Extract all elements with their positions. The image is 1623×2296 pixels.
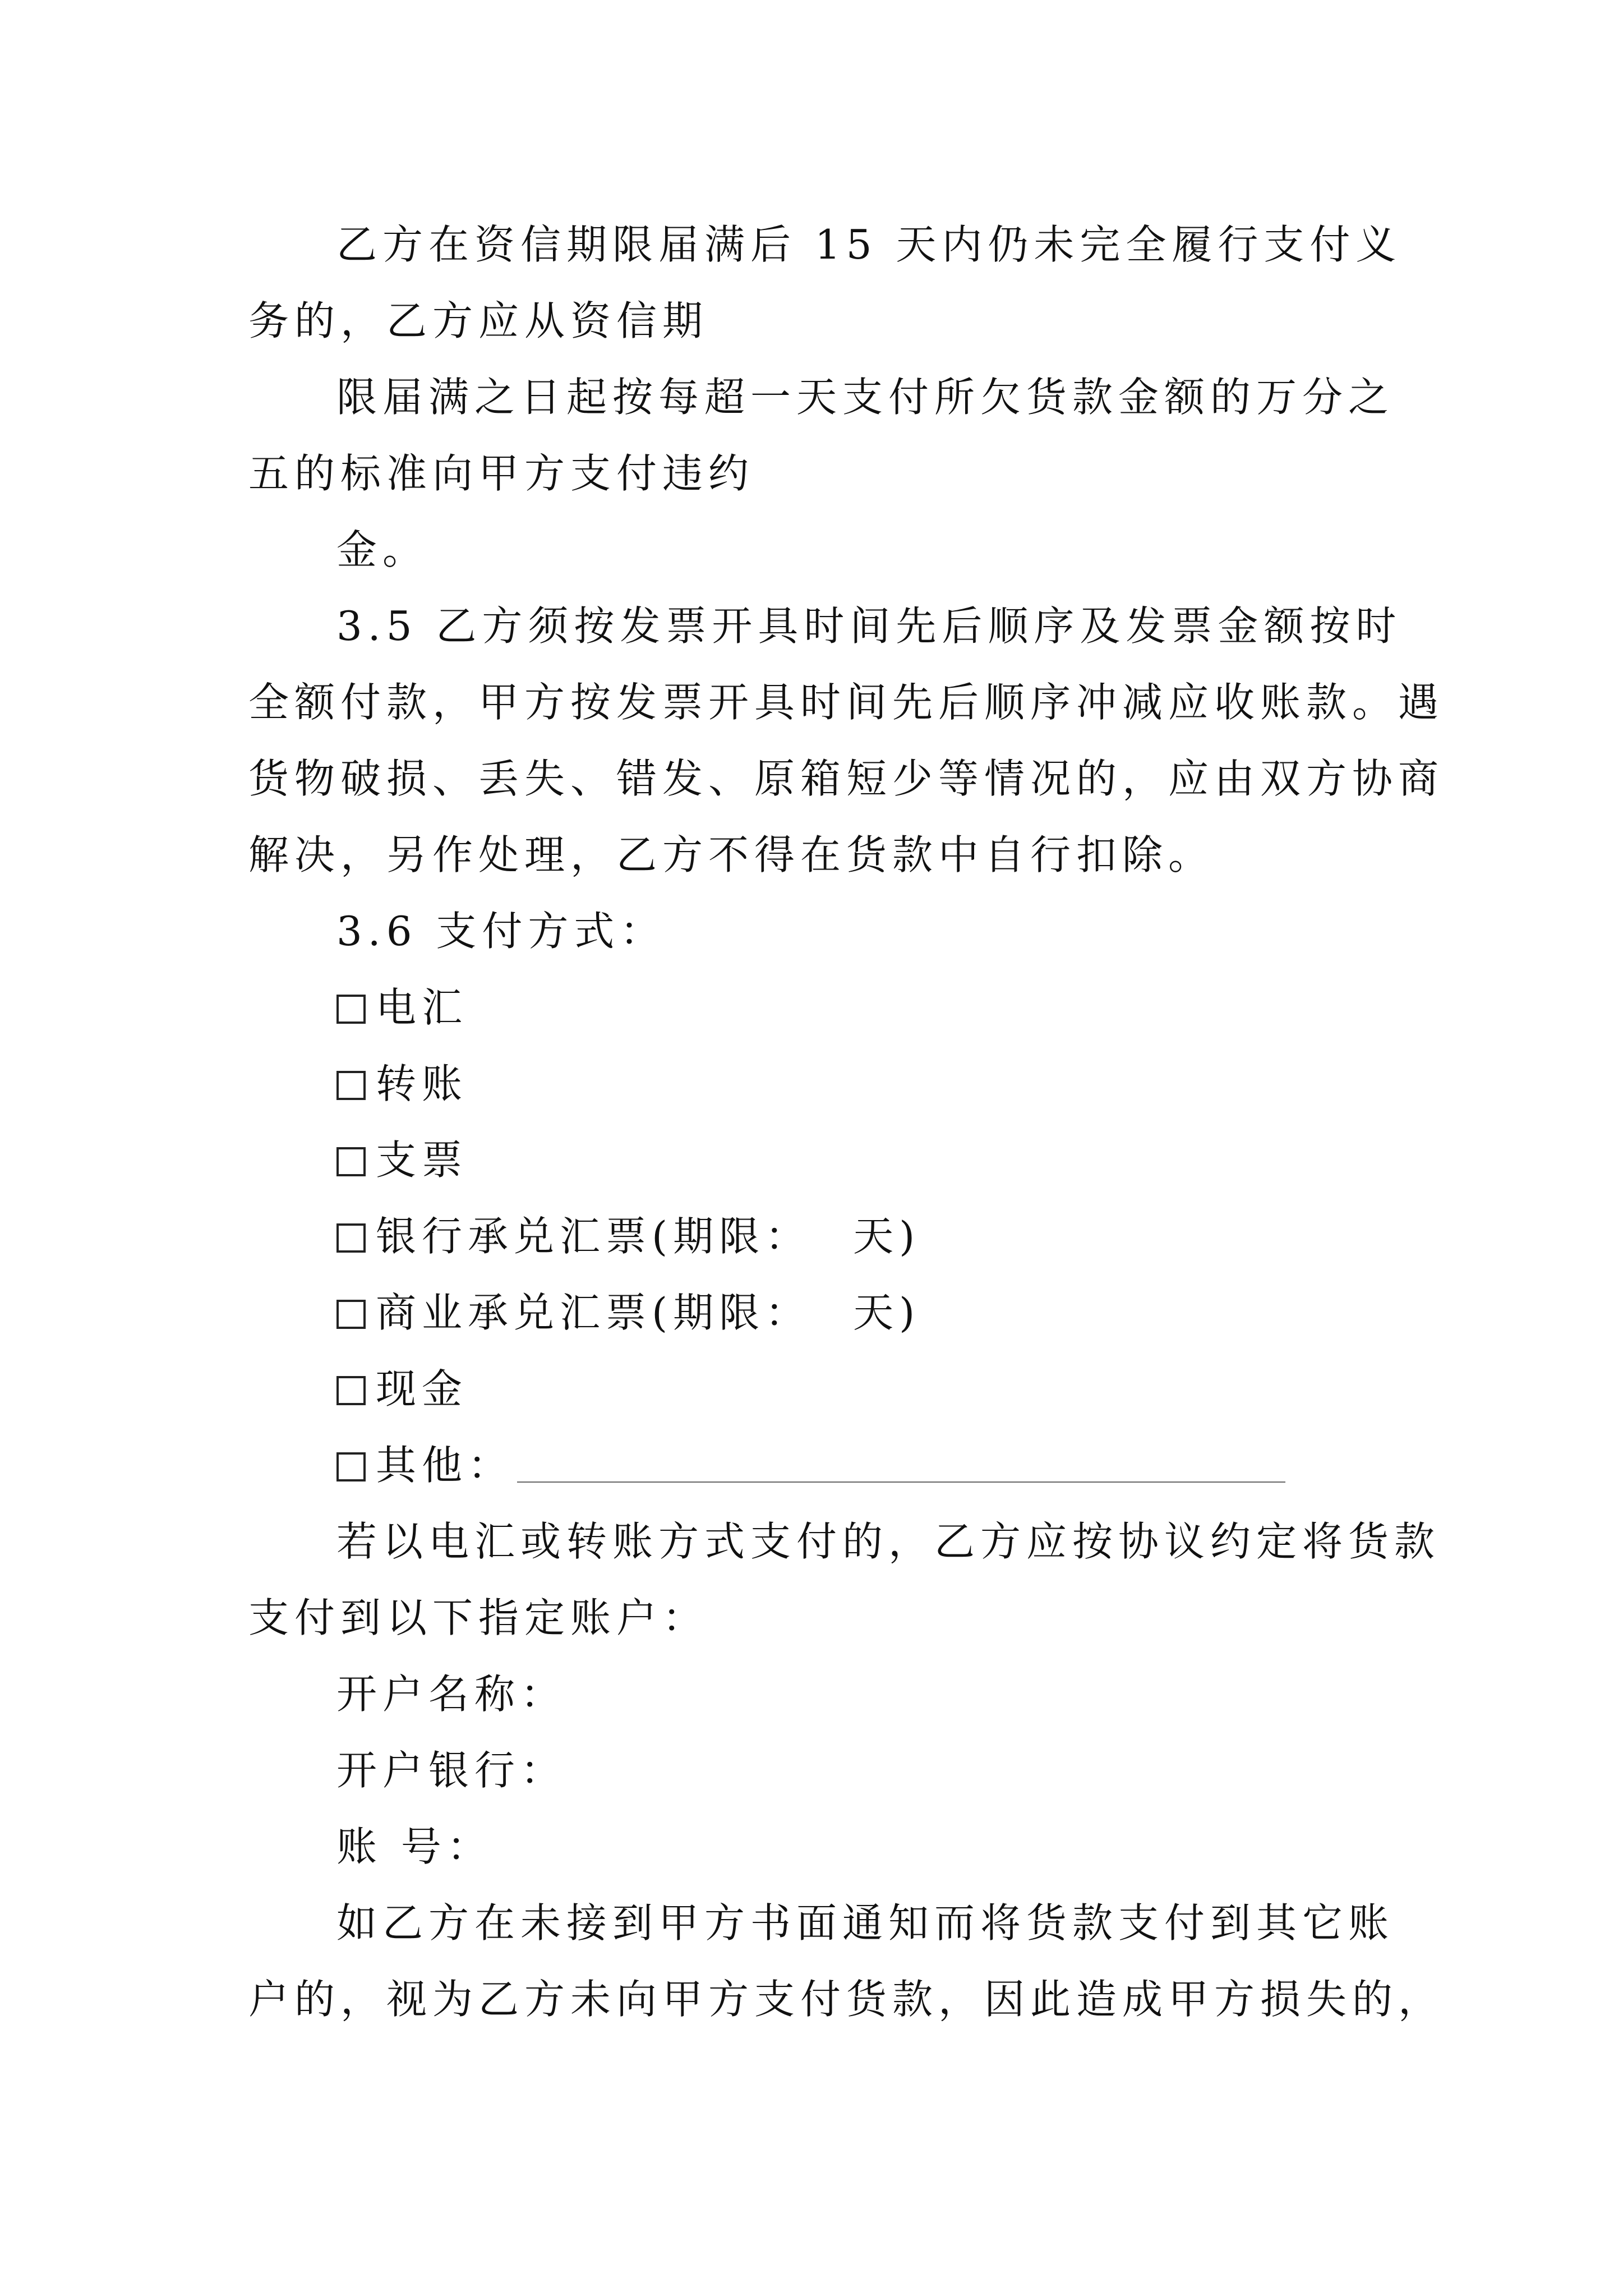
paragraph-line: 若以电汇或转账方式支付的，乙方应按协议约定将货款 bbox=[336, 1518, 1441, 1565]
paragraph-line: 务的，乙方应从资信期 bbox=[248, 297, 709, 344]
payment-option-check[interactable] bbox=[336, 1122, 1623, 1198]
paragraph-line: 限届满之日起按每超一天支付所欠货款金额的万分之 bbox=[336, 374, 1395, 421]
checkbox[interactable] bbox=[336, 995, 366, 1024]
bank-name-label: 开户银行： bbox=[336, 1747, 567, 1794]
option-label: 转账 bbox=[376, 1060, 468, 1107]
section-3-6-heading: 3.6 支付方式： bbox=[336, 908, 666, 955]
section-3-5-line: 3.5 乙方须按发票开具时间先后顺序及发票金额按时 bbox=[336, 602, 1402, 650]
payment-option-other[interactable] bbox=[336, 1427, 1623, 1503]
option-label: 电汇 bbox=[376, 984, 468, 1031]
paragraph-line: 如乙方在未接到甲方书面通知而将货款支付到其它账 bbox=[336, 1899, 1395, 1947]
option-label: 其他： bbox=[376, 1442, 514, 1489]
checkbox[interactable] bbox=[336, 1452, 366, 1481]
payment-option-wire[interactable] bbox=[336, 969, 1623, 1046]
option-label: 现金 bbox=[376, 1365, 468, 1412]
paragraph-line: 五的标准向甲方支付违约 bbox=[248, 450, 755, 497]
payment-option-cash[interactable] bbox=[336, 1351, 1623, 1427]
paragraph-line: 金。 bbox=[336, 526, 429, 573]
account-name-label: 开户名称： bbox=[336, 1671, 567, 1718]
paragraph-line: 支付到以下指定账户： bbox=[248, 1594, 709, 1641]
checkbox[interactable] bbox=[336, 1147, 366, 1176]
payment-option-commercial-acceptance[interactable] bbox=[336, 1274, 1623, 1351]
checkbox[interactable] bbox=[336, 1071, 366, 1100]
option-label: 商业承兑汇票(期限： bbox=[376, 1289, 811, 1336]
paragraph-line: 货物破损、丢失、错发、原箱短少等情况的，应由双方协商 bbox=[248, 755, 1445, 802]
paragraph-line: 户的，视为乙方未向甲方支付货款，因此造成甲方损失的， bbox=[248, 1976, 1445, 2023]
option-label: 银行承兑汇票(期限： bbox=[376, 1213, 811, 1260]
checkbox[interactable] bbox=[336, 1223, 366, 1253]
checkbox[interactable] bbox=[336, 1376, 366, 1405]
payment-option-transfer[interactable] bbox=[336, 1046, 1623, 1122]
payment-option-bank-acceptance[interactable] bbox=[336, 1198, 1623, 1274]
paragraph-line: 乙方在资信期限届满后 15 天内仍未完全履行支付义 bbox=[336, 221, 1402, 268]
other-fill-line[interactable] bbox=[517, 1480, 1285, 1483]
paragraph-line: 解决，另作处理，乙方不得在货款中自行扣除。 bbox=[248, 831, 1215, 878]
option-label-suffix: 天) bbox=[853, 1213, 921, 1260]
option-label: 支票 bbox=[376, 1137, 468, 1184]
option-label-suffix: 天) bbox=[853, 1289, 921, 1336]
checkbox[interactable] bbox=[336, 1300, 366, 1329]
paragraph-line: 全额付款，甲方按发票开具时间先后顺序冲减应收账款。遇 bbox=[248, 679, 1445, 726]
account-number-label: 账 号： bbox=[336, 1823, 493, 1870]
